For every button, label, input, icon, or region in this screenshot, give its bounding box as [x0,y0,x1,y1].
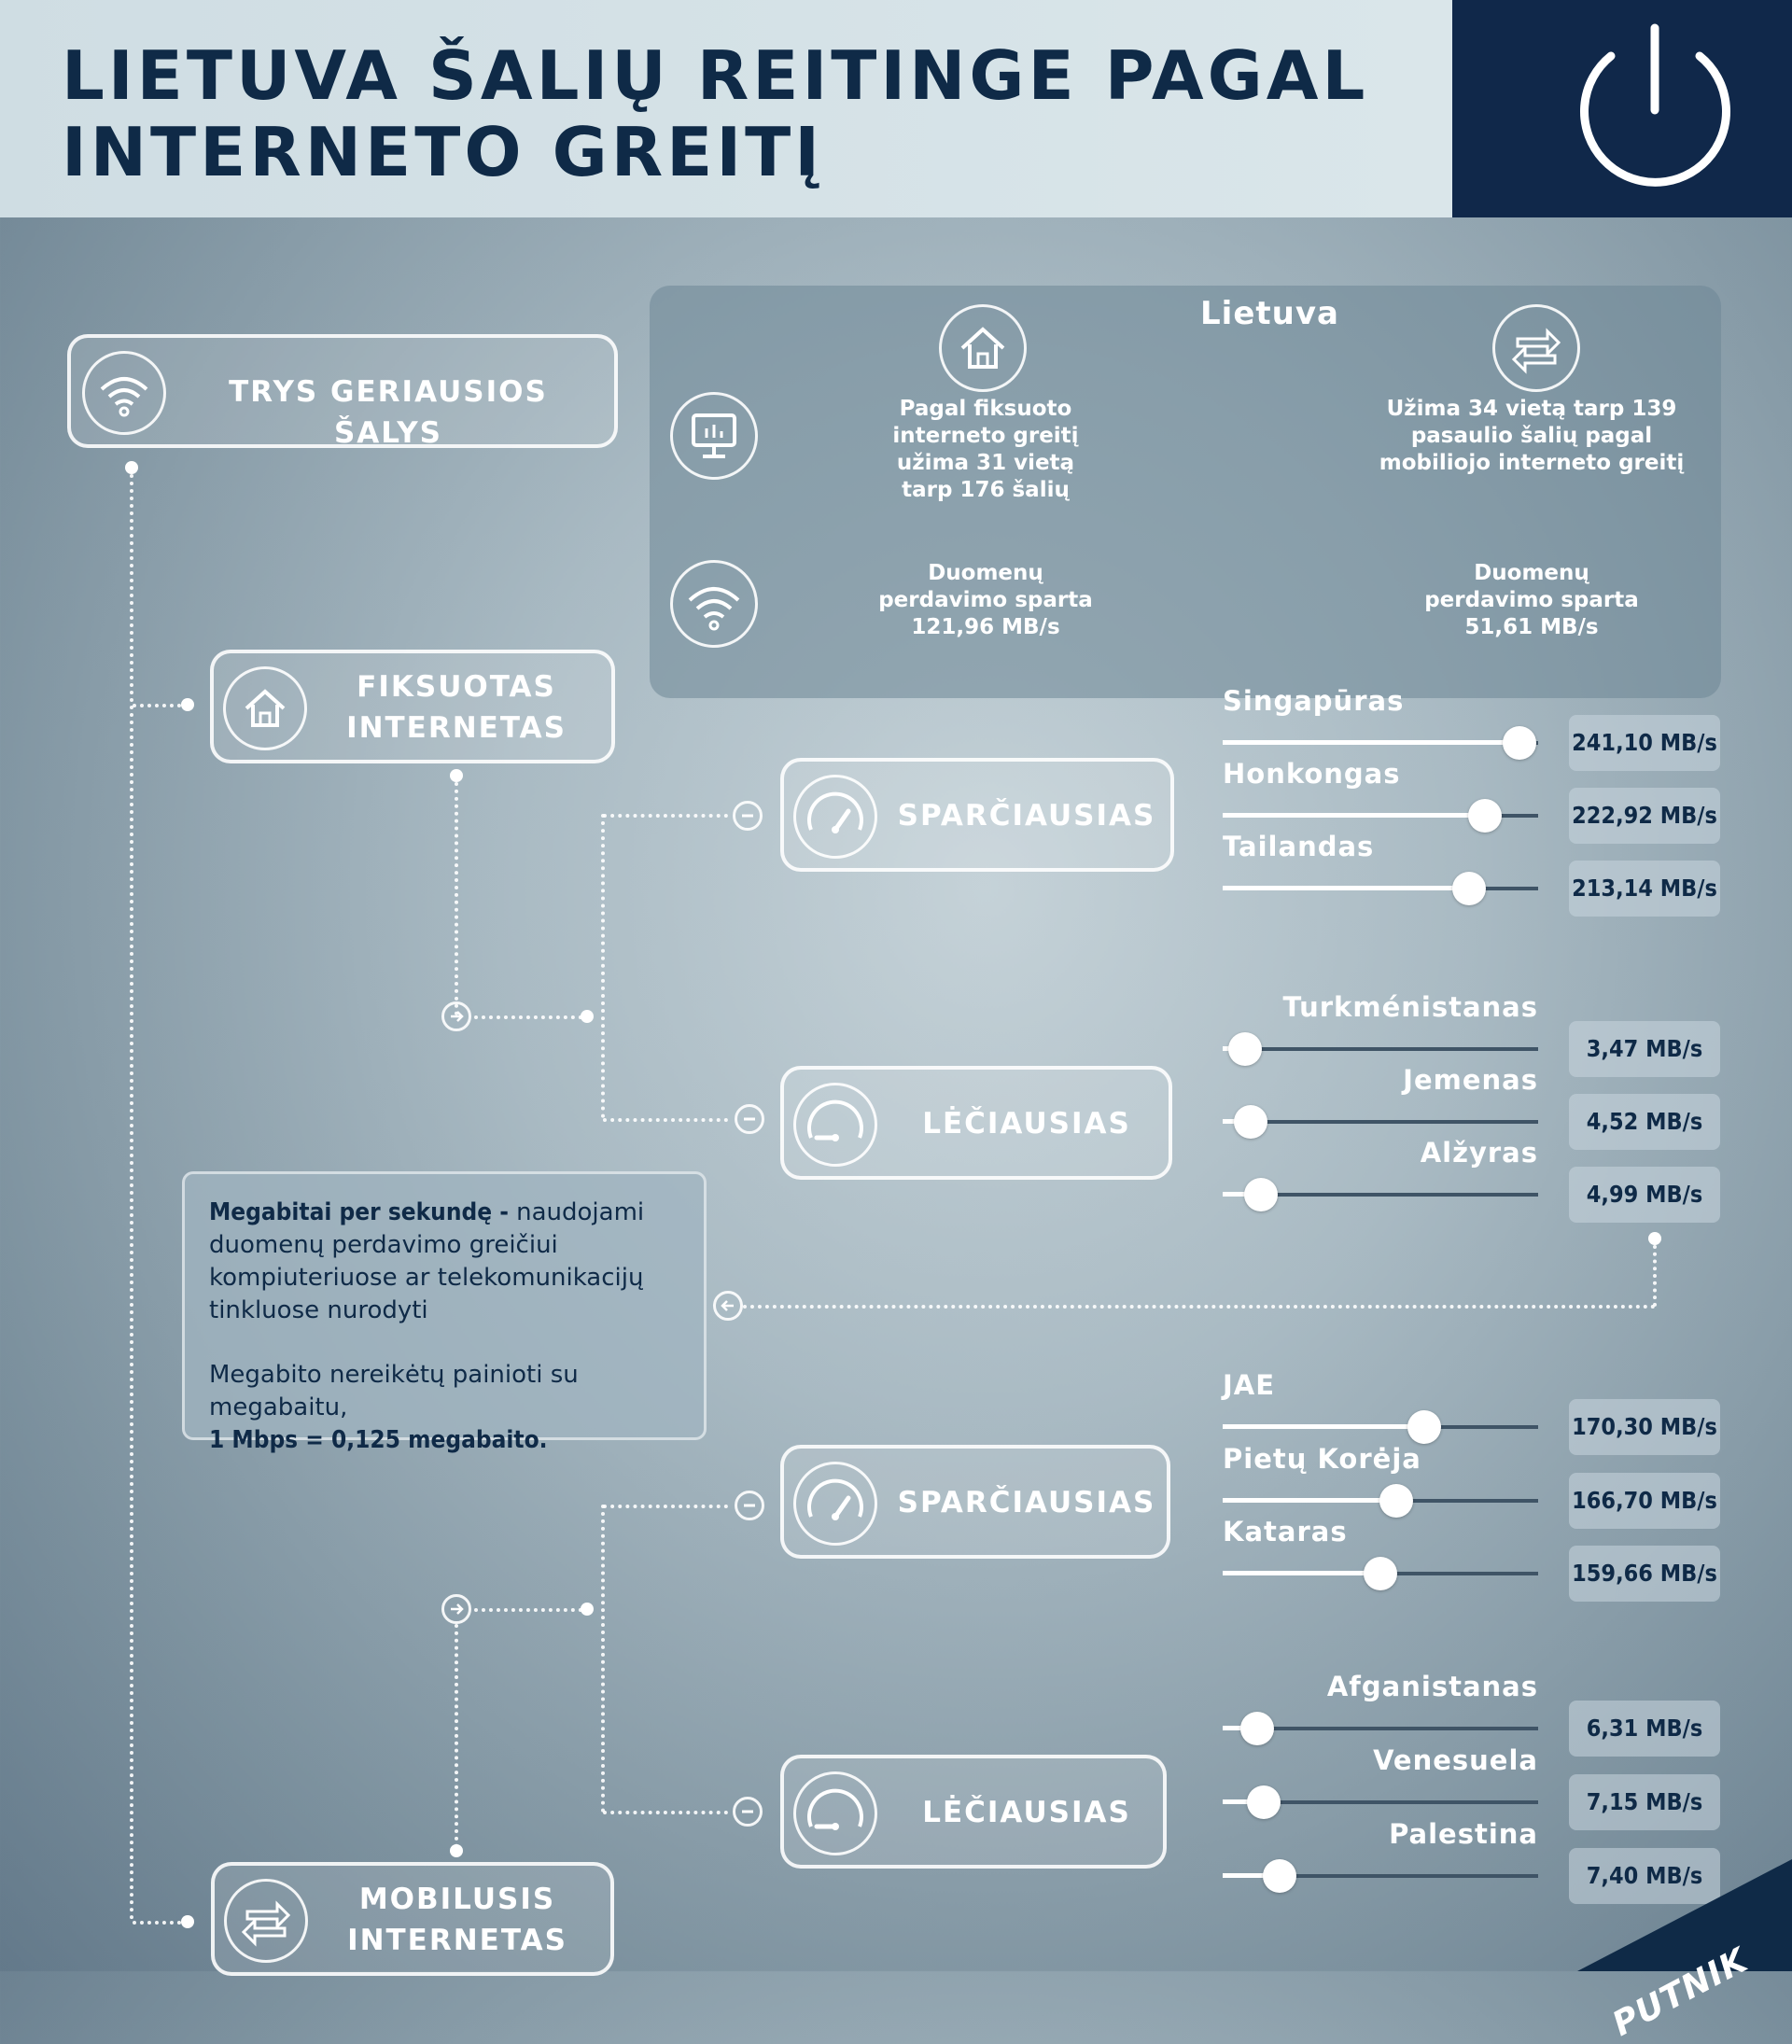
connector-line [603,1505,728,1508]
connector-line [474,1015,582,1019]
arrow-right-icon [441,1001,471,1031]
connector-line [603,1811,728,1814]
note-definition: naudojami duomenų perdavimo greičiui kompiuteriuose ar telekomunikacijų tinkluose nurodyti [209,1198,645,1324]
monitor-icon [670,392,758,480]
speed-value: 222,92 MB/s [1569,788,1720,844]
note-conversion: 1 Mbps = 0,125 megabaito. [209,1426,548,1454]
wifi-icon [82,351,166,435]
note-line2: Megabito nereikėtų painioti su megabaitu, [209,1361,579,1421]
slider-knob [1240,1712,1274,1745]
connector-line [455,1624,458,1848]
top-countries-label: TRYS GERIAUSIOS ŠALYS [229,375,548,450]
slider-knob [1244,1178,1278,1211]
country-label: Venesuela [1373,1744,1538,1776]
connector-line [1653,1245,1657,1307]
speed-value: 7,15 MB/s [1569,1774,1720,1830]
home-icon [939,304,1027,392]
connector-line [601,814,605,1118]
slowest-label: LĖČIAUSIAS [922,1107,1131,1141]
transfer-icon [1492,304,1580,392]
power-icon [1452,0,1792,217]
arrow-right-icon [441,1594,471,1624]
slider-knob [1452,872,1486,905]
connector-line [601,1505,605,1813]
connector-line [133,704,181,707]
connector-dot [581,1010,594,1023]
arrow-left-icon [713,1291,743,1321]
fixed-slowest-pill [780,1066,1172,1180]
connector-dot [581,1603,594,1616]
minus-icon [733,801,763,831]
speed-value: 3,47 MB/s [1569,1021,1720,1077]
transfer-icon [224,1879,308,1963]
brand-corner [1577,1859,1792,1971]
mobile-fastest-pill [780,1445,1170,1559]
speedometer-icon [793,1083,877,1167]
fixed-speed-text: Duomenų perdavimo sparta 121,96 MB/s [878,561,1093,639]
power-panel [1452,0,1792,217]
country-label: Honkongas [1223,758,1401,790]
fixed-internet-pill [210,650,615,763]
speedometer-icon [793,1462,877,1546]
country-label: Jemenas [1403,1064,1538,1096]
note-term: Megabitai per sekundę [209,1198,493,1226]
minus-icon [733,1797,763,1827]
slowest-label: LĖČIAUSIAS [922,1796,1131,1829]
fixed-internet-label: FIKSUOTAS INTERNETAS [346,670,567,745]
slider-track [1223,1047,1538,1051]
slider-fill [1223,740,1519,745]
connector-dot [450,1844,463,1857]
connector-line [743,1305,1656,1309]
fixed-fastest-pill [780,758,1174,872]
fastest-label: SPARČIAUSIAS [897,1486,1156,1519]
connector-dot [1648,1232,1661,1245]
country-label: Afganistanas [1326,1671,1538,1702]
country-label: Alžyras [1420,1137,1538,1169]
lithuania-panel [650,286,1721,698]
speed-value: 7,40 MB/s [1569,1848,1720,1904]
connector-line [130,474,133,1921]
country-label: Palestina [1389,1818,1538,1850]
speed-value: 241,10 MB/s [1569,715,1720,771]
header-banner [0,0,1452,217]
slider-knob [1234,1105,1267,1139]
slider-knob [1247,1785,1281,1819]
slider-knob [1379,1484,1413,1518]
connector-dot [181,1915,194,1928]
top-countries-pill [67,334,618,448]
speed-value: 213,14 MB/s [1569,861,1720,917]
connector-dot [181,698,194,711]
fixed-rank-text: Pagal fiksuoto interneto greitį užima 31 vietą tarp 176 šalių [892,397,1079,502]
lithuania-title: Lietuva [1200,295,1339,332]
country-label: Kataras [1223,1516,1348,1547]
country-label: Pietų Korėja [1223,1443,1421,1475]
slider-knob [1503,726,1536,760]
slider-knob [1228,1032,1262,1066]
speed-value: 4,99 MB/s [1569,1167,1720,1223]
home-icon [223,666,307,750]
slider-knob [1407,1410,1441,1444]
slider-knob [1364,1557,1397,1590]
country-label: Singapūras [1223,685,1405,717]
slider-knob [1263,1859,1296,1893]
speed-value: 166,70 MB/s [1569,1473,1720,1529]
slider-fill [1223,1424,1424,1429]
fastest-label: SPARČIAUSIAS [897,799,1156,833]
wifi-icon [670,560,758,648]
speedometer-icon [793,775,877,859]
slider-knob [1468,799,1502,833]
minus-icon [735,1491,764,1520]
connector-line [133,1921,181,1925]
country-label: Tailandas [1223,831,1375,862]
page-title: LIETUVA ŠALIŲ REITINGE PAGAL INTERNETO GREITĮ [62,36,1369,191]
connector-dot [125,461,138,474]
brand-logo: PUTNIK [1606,1940,1755,2044]
connector-line [474,1608,582,1612]
definition-note [182,1171,707,1454]
speed-value: 4,52 MB/s [1569,1094,1720,1150]
speedometer-icon [793,1771,877,1855]
slider-fill [1223,1498,1396,1503]
mobile-rank-text: Užima 34 vietą tarp 139 pasaulio šalių pagal mobiliojo interneto greitį [1379,397,1685,475]
slider-fill [1223,813,1485,818]
connector-dot [450,769,463,782]
mobile-internet-label: MOBILUSIS INTERNETAS [347,1883,567,1957]
slider-track [1223,1120,1538,1124]
connector-line [455,782,458,1015]
country-label: Turkménistanas [1282,991,1538,1023]
country-label: JAE [1223,1369,1276,1401]
connector-line [603,1118,728,1122]
mobile-slowest-pill [780,1755,1167,1869]
mobile-internet-pill [211,1862,614,1976]
speed-value: 159,66 MB/s [1569,1546,1720,1602]
speed-value: 6,31 MB/s [1569,1701,1720,1757]
slider-fill [1223,1571,1380,1575]
speed-value: 170,30 MB/s [1569,1399,1720,1455]
note-dash: - [492,1198,517,1226]
minus-icon [735,1104,764,1134]
connector-line [603,814,728,818]
mobile-speed-text: Duomenų perdavimo sparta 51,61 MB/s [1424,561,1639,639]
slider-fill [1223,886,1469,890]
